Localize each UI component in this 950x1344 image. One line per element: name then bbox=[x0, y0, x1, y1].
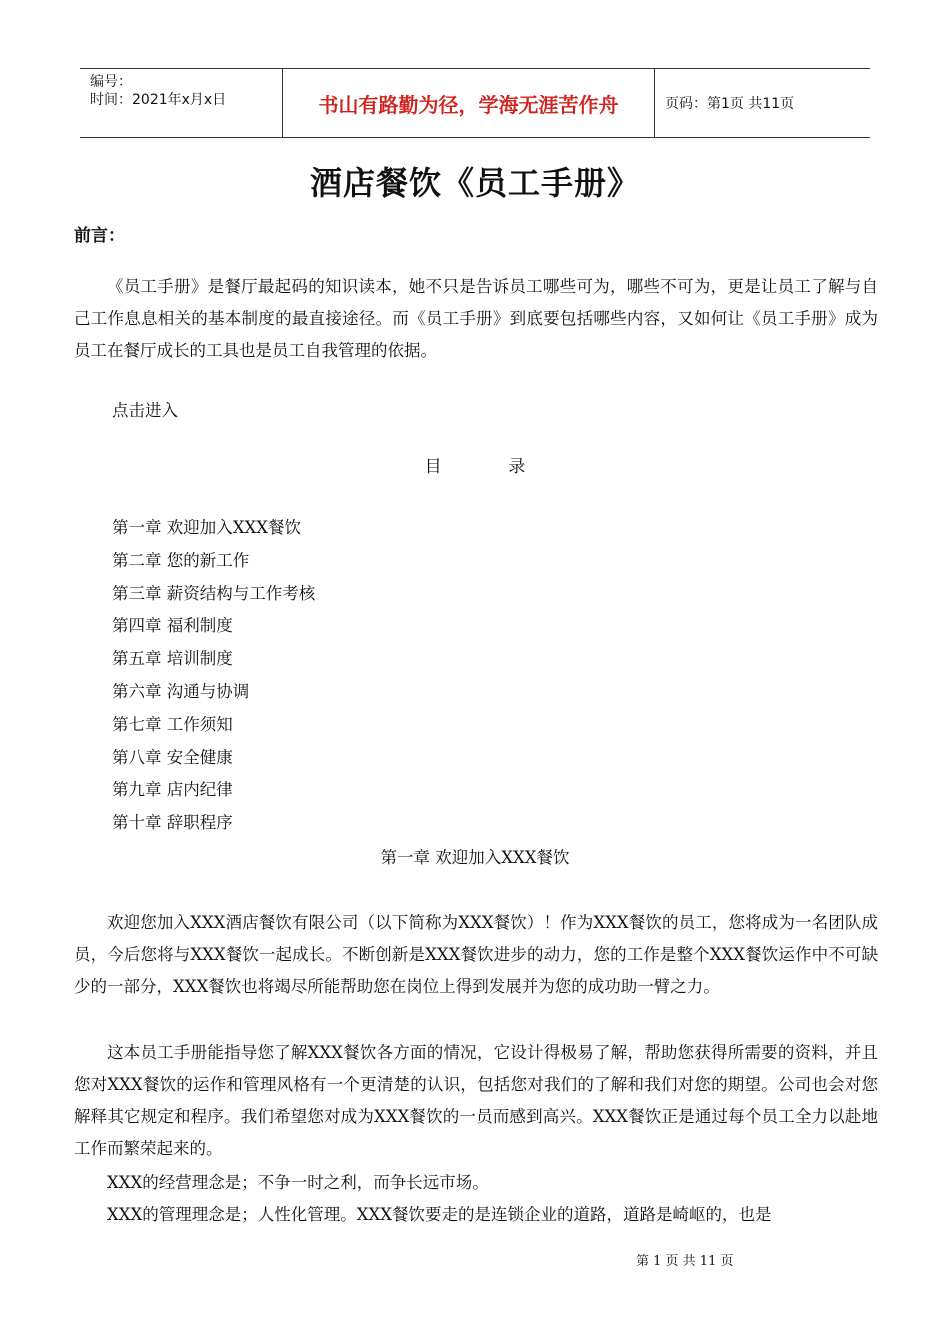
toc-item[interactable]: 第八章 安全健康 bbox=[112, 747, 233, 767]
header-motto: 书山有路勤为径，学海无涯苦作舟 bbox=[282, 69, 655, 137]
document-header bbox=[80, 68, 870, 138]
click-enter-link[interactable]: 点击进入 bbox=[112, 401, 178, 420]
chapter-paragraph-2: 这本员工手册能指导您了解XXX餐饮各方面的情况，它设计得极易了解，帮助您获得所需要的资料，并且您对XXX餐饮的运作和管理风格有一个更清楚的认识，包括您对我们的了解和我们对您的期望。公司也会对您解释其它规定和程序。我们希望您对成为XXX餐饮的一员而感到高兴。XXX餐饮正是通过每个员工全力以赴地工作而繁荣起来的。 bbox=[74, 1043, 878, 1158]
page-footer: 第 1 页 共 11 页 bbox=[636, 1254, 734, 1269]
header-meta bbox=[80, 69, 282, 137]
document-title: 酒店餐饮《员工手册》 bbox=[309, 164, 640, 202]
toc-item[interactable]: 第三章 薪资结构与工作考核 bbox=[112, 583, 316, 603]
toc-title bbox=[0, 452, 950, 477]
toc-title-left: 目 bbox=[424, 457, 442, 477]
chapter-heading: 第一章 欢迎加入XXX餐饮 bbox=[380, 848, 570, 867]
table-of-contents bbox=[112, 514, 315, 842]
toc-item[interactable]: 第九章 店内纪律 bbox=[112, 780, 233, 800]
toc-item[interactable]: 第六章 沟通与协调 bbox=[112, 681, 250, 701]
preface-text: 《员工手册》是餐厅最起码的知识读本，她不只是告诉员工哪些可为，哪些不可为，更是让员工了解与自己工作息息相关的基本制度的最直接途径。而《员工手册》到底要包括哪些内容，又如何让《员工手册》成为员工在餐厅成长的工具也是员工自我管理的依据。 bbox=[74, 277, 878, 360]
preface-label: 前言： bbox=[74, 226, 125, 246]
toc-title-right: 录 bbox=[508, 457, 526, 477]
toc-item[interactable]: 第十章 辞职程序 bbox=[112, 813, 233, 833]
toc-item[interactable]: 第二章 您的新工作 bbox=[112, 550, 250, 570]
toc-item[interactable]: 第七章 工作须知 bbox=[112, 714, 233, 734]
header-page-info: 页码：第1页 共11页 bbox=[665, 96, 795, 112]
toc-item[interactable]: 第一章 欢迎加入XXX餐饮 bbox=[112, 518, 301, 537]
toc-item[interactable]: 第五章 培训制度 bbox=[112, 649, 233, 669]
chapter-paragraph-1: 欢迎您加入XXX酒店餐饮有限公司（以下简称为XXX餐饮）！作为XXX餐饮的员工，您将成为一名团队成员，今后您将与XXX餐饮一起成长。不断创新是XXX餐饮进步的动力，您的工作是整个XXX餐饮运作中不可缺少的一部分，XXX餐饮也将竭尽所能帮助您在岗位上得到发展并为您的成功助一臂之力。 bbox=[74, 913, 878, 996]
number-label: 编号： bbox=[90, 74, 132, 90]
chapter-paragraph-3: XXX的经营理念是；不争一时之利，而争长远市场。 bbox=[107, 1173, 489, 1192]
chapter-paragraph-4: XXX的管理理念是；人性化管理。XXX餐饮要走的是连锁企业的道路，道路是崎岖的，也是 bbox=[107, 1205, 772, 1224]
time-label: 时间：2021年x月x日 bbox=[90, 92, 227, 108]
toc-item[interactable]: 第四章 福利制度 bbox=[112, 616, 233, 636]
